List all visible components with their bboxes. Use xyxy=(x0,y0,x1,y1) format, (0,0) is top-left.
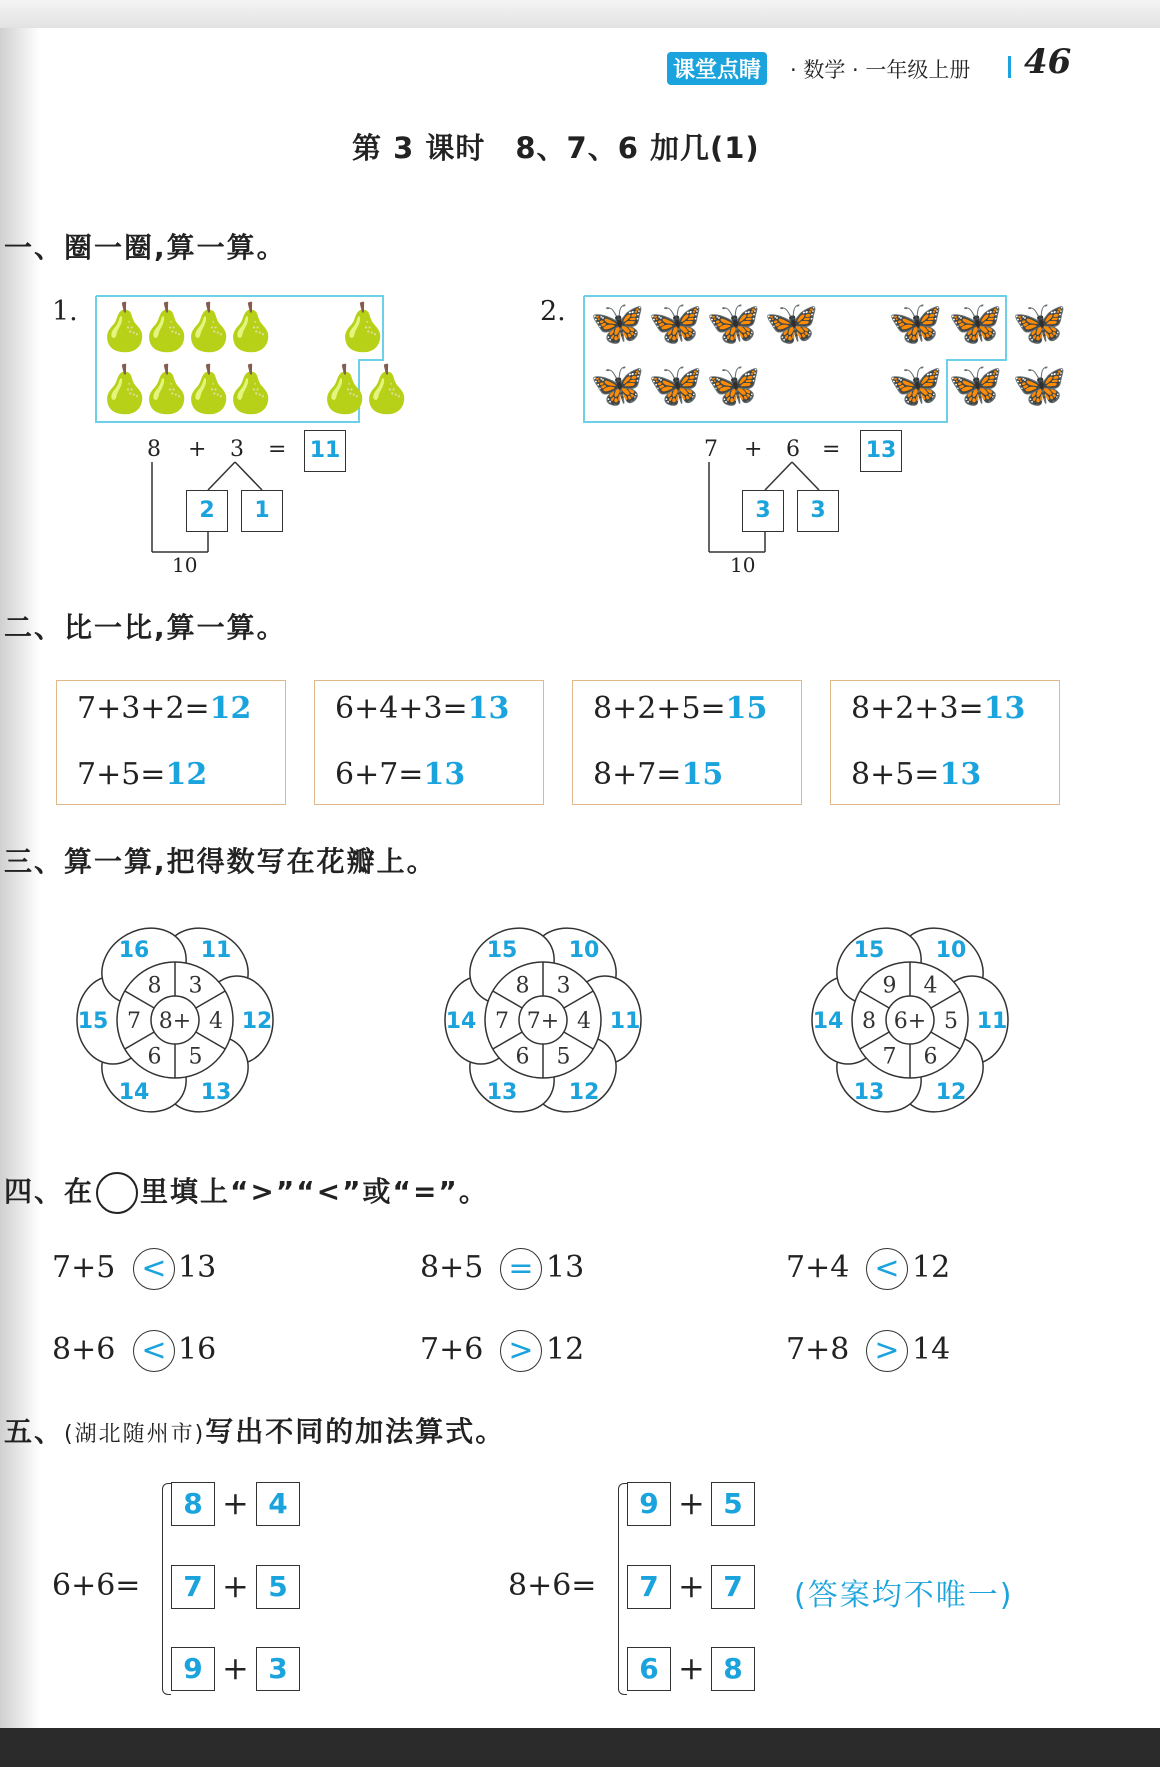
left-brace xyxy=(162,1483,171,1695)
q2-answer-box[interactable]: 13 xyxy=(860,430,902,472)
q1-equals: = xyxy=(268,437,287,462)
petal-answer: 16 xyxy=(118,937,150,963)
inner-number: 5 xyxy=(944,1009,958,1034)
inner-number: 7 xyxy=(882,1044,897,1070)
flower-center-label: 7+ xyxy=(526,1009,560,1034)
section5-title-pre: 五、 xyxy=(4,1415,65,1448)
compare-right: 13 xyxy=(546,1250,585,1285)
q1-answer-box[interactable]: 11 xyxy=(304,430,346,472)
compare-line-1 xyxy=(77,691,251,726)
compare-left: 8+5 xyxy=(420,1250,484,1285)
right-expression: 8+6= xyxy=(508,1568,597,1603)
petal-answer: 15 xyxy=(486,937,518,963)
plus-sign: + xyxy=(678,1649,705,1687)
q1-addend-a: 8 xyxy=(147,437,161,462)
petal-answer: 12 xyxy=(241,1009,273,1034)
compare-sign-circle[interactable]: < xyxy=(133,1330,175,1372)
title-circle-icon xyxy=(96,1172,138,1214)
compare-right: 16 xyxy=(178,1332,217,1367)
compare-answer[interactable]: 13 xyxy=(423,757,466,792)
section2-title: 二、比一比,算一算。 xyxy=(4,611,287,644)
petal-answer: 13 xyxy=(853,1080,885,1106)
flower-center-label: 6+ xyxy=(893,1009,927,1034)
petal-answer: 10 xyxy=(568,937,600,963)
section3-title: 三、算一算,把得数写在花瓣上。 xyxy=(4,845,437,878)
petal-answer: 11 xyxy=(609,1009,641,1034)
q2-split-box-1[interactable]: 3 xyxy=(742,490,784,532)
butterfly-icon: 🦋 xyxy=(1012,360,1067,411)
compare-expr: 6+7= xyxy=(335,757,424,792)
compare-line-1 xyxy=(851,691,1025,726)
answer-box[interactable]: 4 xyxy=(256,1482,300,1526)
compare-line-2 xyxy=(593,757,723,792)
q2-equals: = xyxy=(822,437,841,462)
answer-box[interactable]: 9 xyxy=(627,1482,671,1526)
inner-number: 4 xyxy=(923,973,938,999)
compare-answer[interactable]: 12 xyxy=(209,691,252,726)
right-brace xyxy=(618,1483,627,1695)
page-number: 46 xyxy=(1024,42,1072,82)
compare-left: 7+6 xyxy=(420,1332,484,1367)
top-bar xyxy=(0,0,1160,28)
petal-answer: 14 xyxy=(812,1009,844,1034)
lesson-title: 第 3 课时 8、7、6 加几(1) xyxy=(352,131,760,165)
compare-right: 12 xyxy=(912,1250,951,1285)
inner-number: 3 xyxy=(556,973,571,999)
compare-right: 13 xyxy=(178,1250,217,1285)
compare-box xyxy=(572,680,802,805)
petal-answer: 13 xyxy=(200,1080,232,1106)
compare-sign-circle[interactable]: < xyxy=(866,1248,908,1290)
plus-sign: + xyxy=(678,1484,705,1522)
inner-number: 6 xyxy=(515,1044,530,1070)
compare-right: 12 xyxy=(546,1332,585,1367)
q1-split-box-1[interactable]: 2 xyxy=(186,490,228,532)
inner-number: 4 xyxy=(209,1009,223,1034)
inner-number: 6 xyxy=(147,1044,162,1070)
compare-left: 7+5 xyxy=(52,1250,116,1285)
petal-answer: 12 xyxy=(935,1080,967,1106)
plus-sign: + xyxy=(678,1567,705,1605)
answer-note: (答案均不唯一) xyxy=(794,1578,1014,1613)
compare-sign-circle[interactable]: > xyxy=(500,1330,542,1372)
q2-split-box-2[interactable]: 3 xyxy=(797,490,839,532)
compare-box xyxy=(56,680,286,805)
inner-number: 6 xyxy=(923,1044,938,1070)
q2-addend-b: 6 xyxy=(786,437,800,462)
butterfly-icon: 🦋 xyxy=(1012,298,1067,349)
plus-sign: + xyxy=(222,1484,249,1522)
petal-answer: 15 xyxy=(77,1009,109,1034)
brand-badge: 课堂点睛 xyxy=(667,52,767,85)
answer-box[interactable]: 5 xyxy=(711,1482,755,1526)
butterfly-icon: 🦋 xyxy=(590,298,645,349)
pear-icon: 🍐 xyxy=(96,362,154,416)
section5-title xyxy=(4,1410,505,1450)
compare-right: 14 xyxy=(912,1332,951,1367)
compare-expr: 8+2+3= xyxy=(851,691,984,726)
pear-icon: 🍐 xyxy=(222,362,280,416)
answer-box[interactable]: 9 xyxy=(171,1647,215,1691)
compare-left: 7+8 xyxy=(786,1332,850,1367)
butterfly-icon: 🦋 xyxy=(706,298,761,349)
answer-box[interactable]: 5 xyxy=(256,1565,300,1609)
answer-box[interactable]: 7 xyxy=(171,1565,215,1609)
compare-expr: 8+5= xyxy=(851,757,940,792)
butterfly-icon: 🦋 xyxy=(948,360,1003,411)
inner-number: 5 xyxy=(556,1044,571,1070)
petal-answer: 13 xyxy=(486,1080,518,1106)
pear-icon: 🍐 xyxy=(96,300,154,354)
compare-line-1 xyxy=(335,691,509,726)
petal-answer: 12 xyxy=(568,1080,600,1106)
compare-line-2 xyxy=(335,757,465,792)
q1-number: 1. xyxy=(52,296,78,327)
pear-icon: 🍐 xyxy=(138,362,196,416)
q1-addend-b: 3 xyxy=(230,437,244,462)
q1-ten-label: 10 xyxy=(172,553,198,577)
compare-answer[interactable]: 13 xyxy=(939,757,982,792)
answer-box[interactable]: 7 xyxy=(711,1565,755,1609)
compare-line-2 xyxy=(77,757,207,792)
section1-title: 一、圈一圈,算一算。 xyxy=(4,231,287,264)
pear-icon: 🍐 xyxy=(180,300,238,354)
inner-number: 7 xyxy=(127,1009,141,1034)
answer-box[interactable]: 6 xyxy=(627,1647,671,1691)
compare-answer[interactable]: 13 xyxy=(467,691,510,726)
q1-split-box-2[interactable]: 1 xyxy=(241,490,283,532)
pear-icon: 🍐 xyxy=(138,300,196,354)
compare-sign-circle[interactable]: < xyxy=(133,1248,175,1290)
butterfly-icon: 🦋 xyxy=(948,298,1003,349)
plus-sign: + xyxy=(222,1567,249,1605)
pear-icon: 🍐 xyxy=(222,300,280,354)
petal-answer: 10 xyxy=(935,937,967,963)
compare-sign-circle[interactable]: > xyxy=(866,1330,908,1372)
compare-expr: 8+7= xyxy=(593,757,682,792)
bottom-bar xyxy=(0,1728,1160,1767)
butterfly-icon: 🦋 xyxy=(648,360,703,411)
flower-diagrams xyxy=(60,905,1120,1135)
compare-expr: 8+2+5= xyxy=(593,691,726,726)
butterfly-icon: 🦋 xyxy=(706,360,761,411)
petal-answer: 14 xyxy=(118,1080,150,1106)
inner-number: 9 xyxy=(882,973,897,999)
compare-expr: 6+4+3= xyxy=(335,691,468,726)
compare-line-2 xyxy=(851,757,981,792)
compare-box xyxy=(314,680,544,805)
answer-box[interactable]: 3 xyxy=(256,1647,300,1691)
pear-icon: 🍐 xyxy=(334,300,392,354)
q1-operator: + xyxy=(188,437,207,462)
butterfly-icon: 🦋 xyxy=(888,298,943,349)
q2-number: 2. xyxy=(540,296,566,327)
butterfly-icon: 🦋 xyxy=(590,360,645,411)
header-separator xyxy=(1008,56,1011,78)
pear-icon: 🍐 xyxy=(358,362,416,416)
q2-ten-label: 10 xyxy=(730,553,756,577)
subject-label: · 数学 · 一年级上册 xyxy=(790,58,971,82)
compare-answer[interactable]: 15 xyxy=(725,691,768,726)
butterfly-icon: 🦋 xyxy=(764,298,819,349)
petal-answer: 11 xyxy=(976,1009,1008,1034)
q2-addend-a: 7 xyxy=(704,437,718,462)
petal-answer: 14 xyxy=(445,1009,477,1034)
inner-number: 4 xyxy=(577,1009,591,1034)
pear-icon: 🍐 xyxy=(316,362,374,416)
compare-left: 8+6 xyxy=(52,1332,116,1367)
compare-answer[interactable]: 15 xyxy=(681,757,724,792)
answer-box[interactable]: 7 xyxy=(627,1565,671,1609)
inner-number: 3 xyxy=(188,973,203,999)
compare-expr: 7+3+2= xyxy=(77,691,210,726)
section4-title xyxy=(4,1170,489,1214)
section5-title-post: 写出不同的加法算式。 xyxy=(205,1415,506,1448)
section4-title-pre: 四、在 xyxy=(4,1175,95,1208)
plus-sign: + xyxy=(222,1649,249,1687)
compare-answer[interactable]: 13 xyxy=(983,691,1026,726)
butterfly-icon: 🦋 xyxy=(648,298,703,349)
compare-box xyxy=(830,680,1060,805)
pear-icon: 🍐 xyxy=(180,362,238,416)
inner-number: 8 xyxy=(515,973,530,999)
left-expression: 6+6= xyxy=(52,1568,141,1603)
compare-answer[interactable]: 12 xyxy=(165,757,208,792)
inner-number: 8 xyxy=(147,973,162,999)
petal-answer: 15 xyxy=(853,937,885,963)
inner-number: 8 xyxy=(862,1009,876,1034)
petal-answer: 11 xyxy=(200,937,232,963)
section4-title-post: 里填上“>”“<”或“=”。 xyxy=(140,1175,489,1208)
compare-left: 7+4 xyxy=(786,1250,850,1285)
compare-expr: 7+5= xyxy=(77,757,166,792)
butterfly-icon: 🦋 xyxy=(888,360,943,411)
q2-operator: + xyxy=(744,437,763,462)
answer-box[interactable]: 8 xyxy=(171,1482,215,1526)
compare-sign-circle[interactable]: = xyxy=(500,1248,542,1290)
answer-box[interactable]: 8 xyxy=(711,1647,755,1691)
compare-line-1 xyxy=(593,691,767,726)
section5-title-region: (湖北随州市) xyxy=(64,1422,206,1447)
flower-center-label: 8+ xyxy=(158,1009,192,1034)
inner-number: 5 xyxy=(188,1044,203,1070)
inner-number: 7 xyxy=(495,1009,509,1034)
